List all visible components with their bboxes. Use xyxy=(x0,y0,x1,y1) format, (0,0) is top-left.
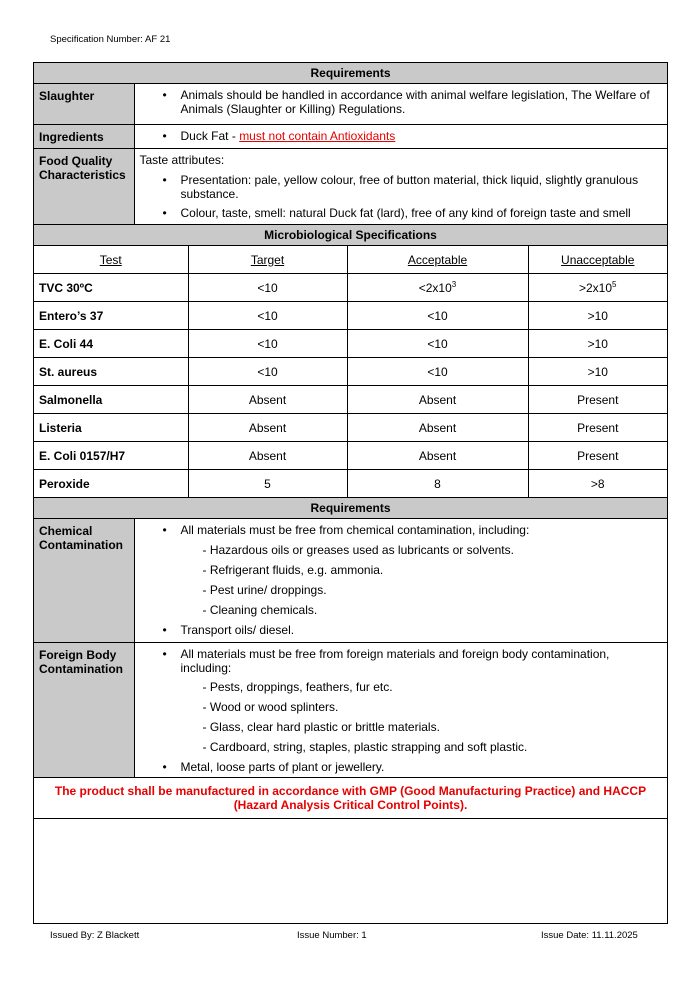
acceptable-value: <10 xyxy=(347,358,528,386)
micro-row xyxy=(34,414,667,442)
chemical-sub-item: - Refrigerant fluids, e.g. ammonia. xyxy=(202,563,384,577)
requirements-table xyxy=(34,63,667,225)
unacceptable-value: >10 xyxy=(528,330,667,358)
acceptable-value: <10 xyxy=(347,302,528,330)
chemical-sub-item: - Pest urine/ droppings. xyxy=(202,583,327,597)
micro-row xyxy=(34,442,667,470)
colour-taste-smell-item: • Colour, taste, smell: natural Duck fat (lard), free of any kind of foreign taste and smell xyxy=(135,206,662,220)
requirements2-header: Requirements xyxy=(34,498,667,519)
target-value: Absent xyxy=(188,386,347,414)
micro-row xyxy=(34,386,667,414)
chemical-content xyxy=(134,519,667,643)
chemical-label: Chemical Contamination xyxy=(34,519,134,643)
micro-header: Microbiological Specifications xyxy=(34,225,667,246)
micro-row xyxy=(34,302,667,330)
issue-number: Issue Number: 1 xyxy=(297,930,367,941)
slaughter-text: • Animals should be handled in accordance with animal welfare legislation, The Welfare of Animals (Slaughter or Killing) Regulations. xyxy=(135,88,662,116)
food-quality-label: Food Quality Characteristics xyxy=(34,149,134,225)
test-name: E. Coli 0157/H7 xyxy=(34,442,188,470)
unacceptable-value: $>2x10^5$ xyxy=(528,274,667,302)
chemical-last: • Transport oils/ diesel. xyxy=(135,623,662,637)
test-name: Salmonella xyxy=(34,386,188,414)
foreign-label: Foreign Body Contamination xyxy=(34,643,134,778)
unacceptable-value: Present xyxy=(528,442,667,470)
acceptable-value: <10 xyxy=(347,330,528,358)
ingredients-content xyxy=(134,125,667,149)
acceptable-value: Absent xyxy=(347,414,528,442)
test-name: Entero’s 37 xyxy=(34,302,188,330)
presentation-item: • Presentation: pale, yellow colour, free of button material, thick liquid, slightly granulous substance. xyxy=(135,173,662,201)
unacceptable-value: >8 xyxy=(528,470,667,498)
foreign-sub-item: - Cardboard, string, staples, plastic strapping and soft plastic. xyxy=(202,740,528,754)
issue-date: Issue Date: 11.11.2025 xyxy=(541,930,638,941)
col-unacceptable: Unacceptable xyxy=(528,246,667,274)
micro-row xyxy=(34,470,667,498)
requirements-header: Requirements xyxy=(34,63,667,84)
acceptable-value: 8 xyxy=(347,470,528,498)
test-name: Listeria xyxy=(34,414,188,442)
target-value: <10 xyxy=(188,358,347,386)
col-test: Test xyxy=(34,246,188,274)
target-value: Absent xyxy=(188,442,347,470)
foreign-sub-item: - Glass, clear hard plastic or brittle materials. xyxy=(202,720,440,734)
test-name: E. Coli 44 xyxy=(34,330,188,358)
test-name: St. aureus xyxy=(34,358,188,386)
test-name: TVC 30ºC xyxy=(34,274,188,302)
unacceptable-value: >10 xyxy=(528,358,667,386)
micro-column-headers xyxy=(34,246,667,274)
foreign-main: • All materials must be free from foreign materials and foreign body contamination, including: xyxy=(135,647,662,675)
ingredients-item xyxy=(135,129,662,143)
chemical-sub-item: - Cleaning chemicals. xyxy=(202,603,318,617)
ingredients-label: Ingredients xyxy=(34,125,134,149)
taste-attributes-intro: Taste attributes: xyxy=(139,153,225,167)
acceptable-value: Absent xyxy=(347,442,528,470)
specification-document xyxy=(33,62,668,924)
target-value: <10 xyxy=(188,302,347,330)
col-acceptable: Acceptable xyxy=(347,246,528,274)
foreign-sub-item: - Wood or wood splinters. xyxy=(202,700,339,714)
target-value: Absent xyxy=(188,414,347,442)
target-value: <10 xyxy=(188,274,347,302)
chemical-main: • All materials must be free from chemical contamination, including: xyxy=(135,523,662,537)
micro-row xyxy=(34,358,667,386)
acceptable-value: Absent xyxy=(347,386,528,414)
ingredients-prefix: Duck Fat - xyxy=(180,129,240,143)
acceptable-value: $<2x10^3$ xyxy=(347,274,528,302)
chemical-sub-item: - Hazardous oils or greases used as lubricants or solvents. xyxy=(202,543,514,557)
foreign-sub-item: - Pests, droppings, feathers, fur etc. xyxy=(202,680,393,694)
target-value: 5 xyxy=(188,470,347,498)
target-value: <10 xyxy=(188,330,347,358)
unacceptable-value: Present xyxy=(528,414,667,442)
test-name: Peroxide xyxy=(34,470,188,498)
gmp-note: The product shall be manufactured in accordance with GMP (Good Manufacturing Practice) and HACCP (Hazard Analysis Critical Control Points). xyxy=(34,778,667,819)
unacceptable-value: >10 xyxy=(528,302,667,330)
micro-table xyxy=(34,225,667,498)
specification-number: Specification Number: AF 21 xyxy=(50,34,171,45)
foreign-content xyxy=(134,643,667,778)
foreign-last: • Metal, loose parts of plant or jewellery. xyxy=(135,760,662,774)
slaughter-content xyxy=(134,84,667,125)
antioxidants-warning: must not contain Antioxidants xyxy=(239,129,396,143)
micro-row xyxy=(34,274,667,302)
issued-by: Issued By: Z Blackett xyxy=(50,930,140,941)
col-target: Target xyxy=(188,246,347,274)
unacceptable-value: Present xyxy=(528,386,667,414)
micro-row xyxy=(34,330,667,358)
contamination-table xyxy=(34,498,667,819)
slaughter-label: Slaughter xyxy=(34,84,134,125)
food-quality-content xyxy=(134,149,667,225)
